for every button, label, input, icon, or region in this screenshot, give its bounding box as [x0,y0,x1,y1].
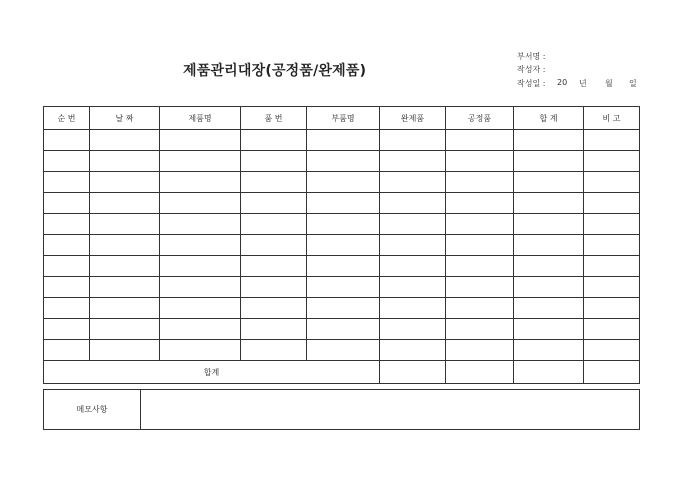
department-field [517,51,545,62]
table-cell[interactable] [160,319,241,340]
table-cell[interactable] [90,340,160,361]
table-cell[interactable] [380,298,446,319]
day-label: 일 [629,79,637,88]
product-ledger-table [43,106,640,384]
table-cell[interactable] [446,130,514,151]
total-sum-cell[interactable] [514,361,584,384]
table-row [44,319,640,340]
table-cell[interactable] [160,130,241,151]
table-cell[interactable] [44,172,90,193]
table-cell[interactable] [584,130,640,151]
table-row [44,256,640,277]
table-cell[interactable] [514,130,584,151]
table-cell[interactable] [90,319,160,340]
date-prefix: 20 [557,78,568,87]
table-cell[interactable] [44,319,90,340]
table-row [44,277,640,298]
table-cell[interactable] [446,214,514,235]
table-cell[interactable] [307,193,380,214]
table-cell[interactable] [584,172,640,193]
header-seq: 순 번 [44,107,90,130]
table-cell[interactable] [90,193,160,214]
table-cell[interactable] [307,172,380,193]
total-remarks-cell[interactable] [584,361,640,384]
table-cell[interactable] [514,151,584,172]
header-total: 합 계 [514,107,584,130]
table-cell[interactable] [44,193,90,214]
table-cell[interactable] [241,319,307,340]
total-finished-cell[interactable] [380,361,446,384]
table-cell[interactable] [241,340,307,361]
table-cell[interactable] [380,130,446,151]
table-row [44,130,640,151]
header-work-in-process: 공정품 [446,107,514,130]
table-cell[interactable] [307,256,380,277]
table-cell[interactable] [446,319,514,340]
table-cell[interactable] [90,256,160,277]
table-cell[interactable] [380,235,446,256]
table-cell[interactable] [160,172,241,193]
table-cell[interactable] [446,277,514,298]
department-label: 부서명 : [517,52,546,61]
table-cell[interactable] [160,298,241,319]
table-cell[interactable] [307,151,380,172]
table-cell[interactable] [380,151,446,172]
table-cell[interactable] [160,235,241,256]
memo-label: 메모사항 [44,390,141,430]
table-cell[interactable] [241,277,307,298]
table-cell[interactable] [446,256,514,277]
table-cell[interactable] [44,256,90,277]
table-cell[interactable] [90,130,160,151]
table-cell[interactable] [584,214,640,235]
table-cell[interactable] [584,256,640,277]
table-cell[interactable] [90,172,160,193]
table-cell[interactable] [584,193,640,214]
author-label: 작성자 : [517,65,546,74]
memo-table [43,389,640,430]
table-cell[interactable] [44,235,90,256]
header-date: 날 짜 [90,107,160,130]
table-row [44,193,640,214]
header-finished-goods: 완제품 [380,107,446,130]
total-label: 합계 [44,361,380,384]
table-cell[interactable] [584,319,640,340]
table-cell[interactable] [514,319,584,340]
table-cell[interactable] [241,151,307,172]
table-cell[interactable] [514,235,584,256]
table-cell[interactable] [307,340,380,361]
table-cell[interactable] [514,214,584,235]
table-cell[interactable] [307,319,380,340]
memo-field[interactable] [141,390,640,430]
table-cell[interactable] [380,172,446,193]
year-label: 년 [579,79,587,88]
table-cell[interactable] [514,298,584,319]
table-cell[interactable] [514,340,584,361]
table-cell[interactable] [446,340,514,361]
table-cell[interactable] [307,277,380,298]
author-field [517,64,545,75]
table-cell[interactable] [241,214,307,235]
header-remarks: 비 고 [584,107,640,130]
table-cell[interactable] [44,340,90,361]
table-cell[interactable] [514,277,584,298]
table-cell[interactable] [241,130,307,151]
table-cell[interactable] [160,256,241,277]
table-cell[interactable] [241,235,307,256]
table-cell[interactable] [307,235,380,256]
date-field [517,78,647,90]
total-wip-cell[interactable] [446,361,514,384]
table-cell[interactable] [160,277,241,298]
table-cell[interactable] [514,193,584,214]
table-row [44,214,640,235]
total-row [44,361,640,384]
table-row [44,298,640,319]
header-product-name: 제품명 [160,107,241,130]
table-cell[interactable] [241,256,307,277]
table-cell[interactable] [160,214,241,235]
table-cell[interactable] [380,277,446,298]
table-cell[interactable] [514,256,584,277]
table-cell[interactable] [584,235,640,256]
date-label: 작성일 : [517,79,546,88]
table-cell[interactable] [90,151,160,172]
table-cell[interactable] [160,151,241,172]
table-cell[interactable] [380,193,446,214]
table-cell[interactable] [584,151,640,172]
table-cell[interactable] [90,214,160,235]
document-title: 제품관리대장(공정품/완제품) [183,63,367,79]
table-cell[interactable] [44,214,90,235]
month-label: 월 [605,79,613,88]
table-row [44,235,640,256]
table-cell[interactable] [584,340,640,361]
table-cell[interactable] [160,193,241,214]
table-row [44,340,640,361]
table-row [44,172,640,193]
table-cell[interactable] [380,256,446,277]
header-component-name: 부품명 [307,107,380,130]
table-cell[interactable] [446,193,514,214]
table-cell[interactable] [90,298,160,319]
table-cell[interactable] [90,277,160,298]
table-cell[interactable] [584,298,640,319]
header-row [44,107,640,130]
table-cell[interactable] [307,298,380,319]
table-cell[interactable] [44,277,90,298]
header-part-number: 품 번 [241,107,307,130]
table-cell[interactable] [584,277,640,298]
table-cell[interactable] [241,193,307,214]
table-row [44,151,640,172]
table-cell[interactable] [44,130,90,151]
table-cell[interactable] [241,172,307,193]
table-cell[interactable] [446,172,514,193]
table-cell[interactable] [44,298,90,319]
table-cell[interactable] [380,340,446,361]
table-cell[interactable] [446,151,514,172]
memo-row [44,390,640,430]
table-cell[interactable] [90,235,160,256]
table-cell[interactable] [380,214,446,235]
table-cell[interactable] [160,340,241,361]
table-cell[interactable] [307,214,380,235]
table-cell[interactable] [241,298,307,319]
table-cell[interactable] [446,298,514,319]
table-cell[interactable] [44,151,90,172]
table-cell[interactable] [446,235,514,256]
table-cell[interactable] [514,172,584,193]
table-cell[interactable] [380,319,446,340]
table-cell[interactable] [307,130,380,151]
